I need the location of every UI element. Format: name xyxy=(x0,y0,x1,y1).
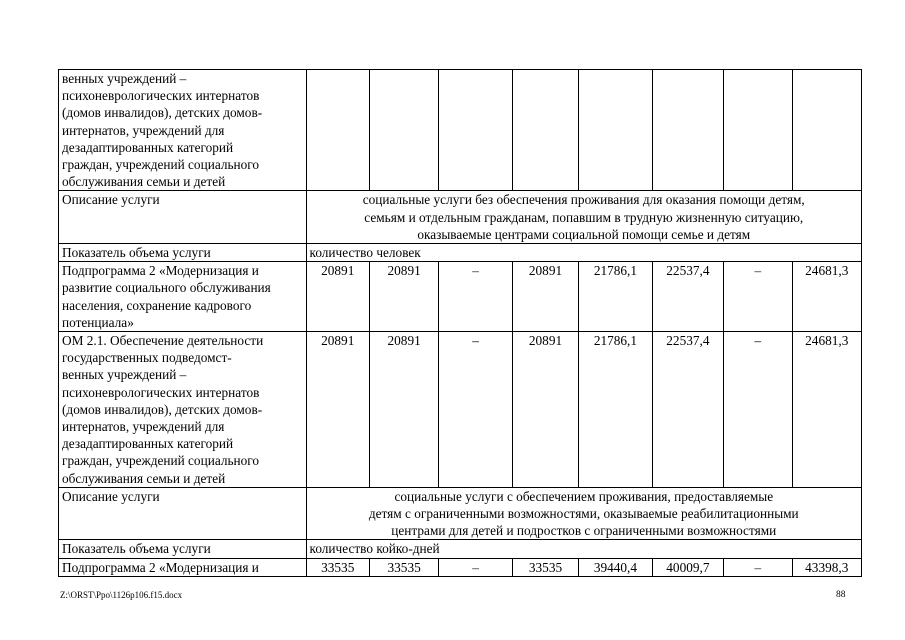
row-label: ОМ 2.1. Обеспечение деятельности государственных подведомст- венных учреждений – психоневрологических интернатов (домов инвалидов), детских домов- интернатов, учреждений для дезадаптированных категорий граждан, учреждений социального обслуживания семьи и детей xyxy=(59,332,307,488)
value-cell: 20891 xyxy=(512,262,578,332)
value-cell: 33535 xyxy=(306,558,369,576)
empty-cell xyxy=(439,70,512,191)
table-row xyxy=(59,487,862,540)
row-label: Показатель объема услуги xyxy=(59,244,307,262)
value-cell: – xyxy=(724,558,792,576)
value-cell: – xyxy=(724,262,792,332)
page-number: 88 xyxy=(836,590,846,600)
service-description: социальные услуги с обеспечением проживания, предоставляемые детям с ограниченными возможностями, оказываемые реабилитационными центрами для детей и подростков с ограниченными возможностями xyxy=(306,487,861,540)
value-cell: 24681,3 xyxy=(792,262,861,332)
empty-cell xyxy=(579,70,652,191)
table-row xyxy=(59,540,862,558)
value-cell: 20891 xyxy=(512,332,578,488)
value-cell: 33535 xyxy=(369,558,438,576)
value-cell: 33535 xyxy=(512,558,578,576)
value-cell: 20891 xyxy=(306,262,369,332)
empty-cell xyxy=(512,70,578,191)
value-cell: 20891 xyxy=(306,332,369,488)
row-label: венных учреждений – психоневрологических интернатов (домов инвалидов), детских домов- интернатов, учреждений для дезадаптированных категорий граждан, учреждений социального обслуживания семьи и детей xyxy=(59,70,307,191)
value-cell: 43398,3 xyxy=(792,558,861,576)
value-cell: 39440,4 xyxy=(579,558,652,576)
value-cell: 24681,3 xyxy=(792,332,861,488)
service-description: социальные услуги без обеспечения проживания для оказания помощи детям, семьям и отдельным гражданам, попавшим в трудную жизненную ситуацию, оказываемые центрами социальной помощи семье и детям xyxy=(306,191,861,244)
value-cell: – xyxy=(439,558,512,576)
value-cell: 21786,1 xyxy=(579,262,652,332)
empty-cell xyxy=(369,70,438,191)
value-cell: 20891 xyxy=(369,332,438,488)
table-row xyxy=(59,70,862,191)
value-cell: – xyxy=(724,332,792,488)
row-label: Показатель объема услуги xyxy=(59,540,307,558)
footer-file-path: Z:\ORST\Ppo\1126p106.f15.docx xyxy=(60,590,183,600)
volume-indicator: количество человек xyxy=(306,244,861,262)
table-row xyxy=(59,332,862,488)
volume-indicator: количество койко-дней xyxy=(306,540,861,558)
table-row xyxy=(59,262,862,332)
empty-cell xyxy=(792,70,861,191)
table-row xyxy=(59,244,862,262)
empty-cell xyxy=(724,70,792,191)
row-label: Подпрограмма 2 «Модернизация и xyxy=(59,558,307,576)
row-label: Описание услуги xyxy=(59,487,307,540)
row-label: Подпрограмма 2 «Модернизация и развитие социального обслуживания населения, сохранение кадрового потенциала» xyxy=(59,262,307,332)
table-row xyxy=(59,558,862,576)
table-row xyxy=(59,191,862,244)
value-cell: 40009,7 xyxy=(652,558,723,576)
value-cell: 21786,1 xyxy=(579,332,652,488)
value-cell: 22537,4 xyxy=(652,262,723,332)
value-cell: 22537,4 xyxy=(652,332,723,488)
empty-cell xyxy=(652,70,723,191)
value-cell: 20891 xyxy=(369,262,438,332)
services-table xyxy=(58,69,862,577)
value-cell: – xyxy=(439,332,512,488)
empty-cell xyxy=(306,70,369,191)
value-cell: – xyxy=(439,262,512,332)
row-label: Описание услуги xyxy=(59,191,307,244)
